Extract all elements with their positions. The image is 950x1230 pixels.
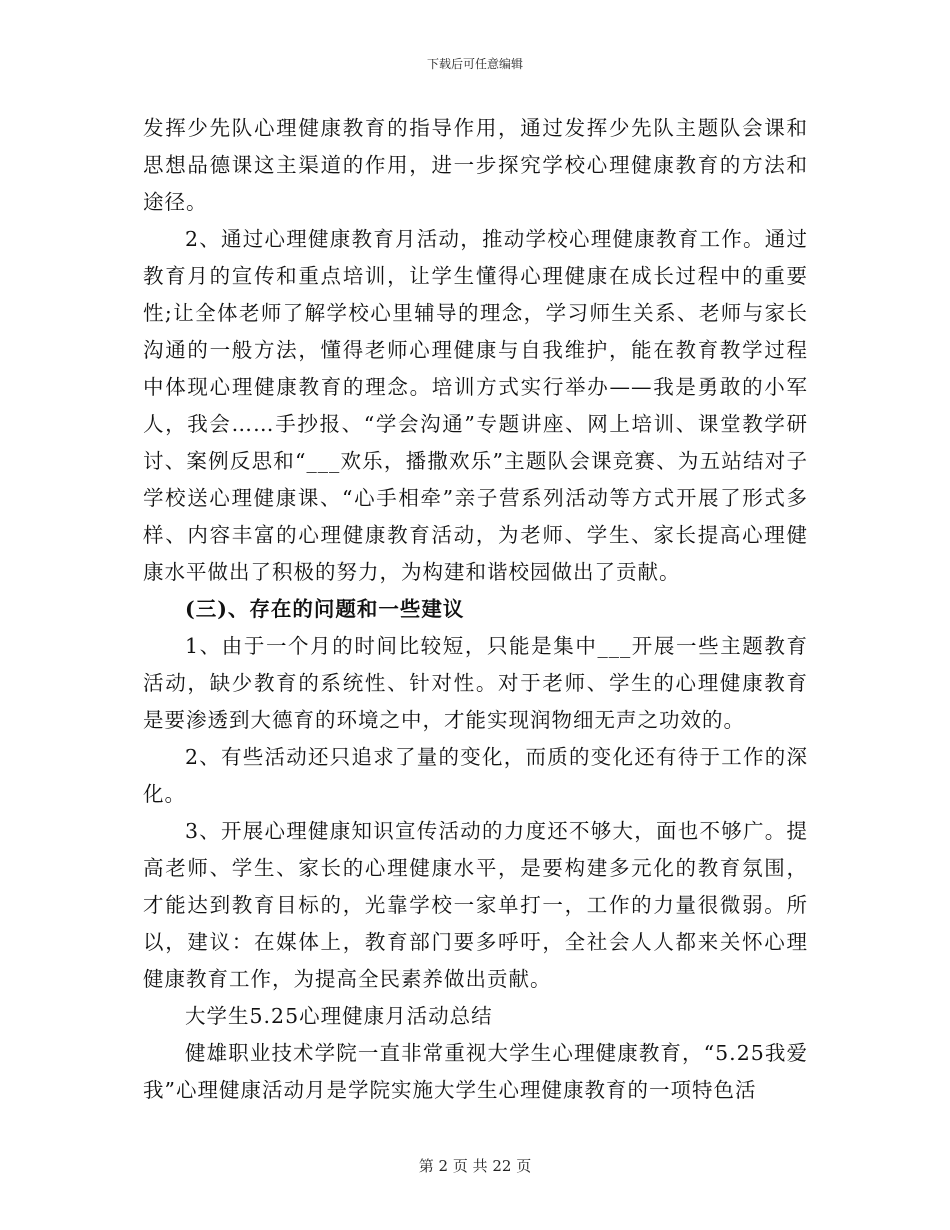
paragraph-4: 2、有些活动还只追求了量的变化，而质的变化还有待于工作的深化。 <box>143 745 808 806</box>
paragraph-5: 3、开展心理健康知识宣传活动的力度还不够大，面也不够广。提高老师、学生、家长的心理健康水平，是要构建多元化的教育氛围，才能达到教育目标的，光靠学校一家单打一，工作的力量很微弱。所以，建议：在媒体上，教育部门要多呼吁，全社会人人都来关怀心理健康教育工作，为提高全民素养做出贡献。 <box>143 819 808 991</box>
document-body <box>143 110 808 1109</box>
paragraph-2: 2、通过心理健康教育月活动，推动学校心理健康教育工作。通过教育月的宣传和重点培训，让学生懂得心理健康在成长过程中的重要性;让全体老师了解学校心里辅导的理念，学习师生关系、老师与家长沟通的一般方法，懂得老师心理健康与自我维护，能在教育教学过程中体现心理健康教育的理念。培训方式实行举办——我是勇敢的小军人，我会……手抄报、“学会沟通”专题讲座、网上培训、课堂教学研讨、案例反思和“___欢乐，播撒欢乐”主题队会课竞赛、为五站结对子学校送心理健康课、“心手相牵”亲子营系列活动等方式开展了形式多样、内容丰富的心理健康教育活动，为老师、学生、家长提高心理健康水平做出了积极的努力，为构建和谐校园做出了贡献。 <box>143 227 808 584</box>
page-footer: 第 2 页 共 22 页 <box>418 1157 532 1175</box>
paragraph-1: 发挥少先队心理健康教育的指导作用，通过发挥少先队主题队会课和思想品德课这主渠道的作用，进一步探究学校心理健康教育的方法和途径。 <box>143 116 808 214</box>
paragraph-6: 健雄职业技术学院一直非常重视大学生心理健康教育，“5.25我爱我”心理健康活动月是学院实施大学生心理健康教育的一项特色活 <box>143 1041 808 1102</box>
page-header: 下载后可任意编辑 <box>426 57 523 71</box>
section-heading: (三)、存在的问题和一些建议 <box>185 597 465 621</box>
paragraph-3: 1、由于一个月的时间比较短，只能是集中___开展一些主题教育活动，缺少教育的系统性、针对性。对于老师、学生的心理健康教育是要渗透到大德育的环境之中，才能实现润物细无声之功效的。 <box>143 634 808 732</box>
subtitle: 大学生5.25心理健康月活动总结 <box>185 1004 493 1028</box>
